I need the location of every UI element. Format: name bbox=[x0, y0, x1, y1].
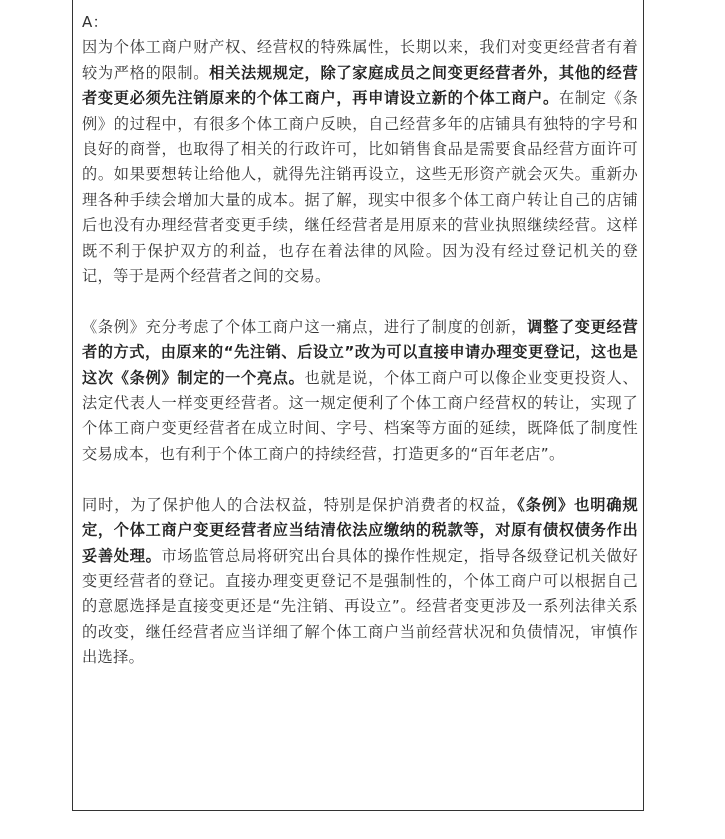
paragraph-3-text: 同时，为了保护他人的合法权益，特别是保护消费者的权益， bbox=[82, 495, 518, 514]
answer-content bbox=[82, 10, 638, 671]
paragraph-3 bbox=[82, 493, 638, 671]
paragraph-2 bbox=[82, 315, 638, 467]
paragraph-2-bold-text: 调整了变更经营者的方式，由原来的“先注销、后设立”改为可以直接申请办理变更登记，这也是这次《条例》制定的一个亮点。 bbox=[82, 317, 638, 387]
paragraph-3-bold-text: 《条例》也明确规定，个体工商户变更经营者应当结清依法应缴纳的税款等，对原有债权债务作出妥善处理。 bbox=[82, 495, 639, 565]
paragraph-3-text-cont: 市场监管总局将研究出台具体的操作性规定，指导各级登记机关做好变更经营者的登记。直接办理变更登记不是强制性的，个体工商户可以根据自己的意愿选择是直接变更还是“先注销、再设立”。经营者变更涉及一系列法律关系的改变，继任经营者应当详细了解个体工商户当前经营状况和负债情况，审慎作出选择。 bbox=[82, 546, 639, 667]
paragraph-2-text: 《条例》充分考虑了个体工商户这一痛点，进行了制度的创新， bbox=[82, 317, 528, 336]
paragraph-1-text-cont: 在制定《条例》的过程中，有很多个体工商户反映，自己经营多年的店铺具有独特的字号和良好的商誉，也取得了相关的行政许可，比如销售食品是需要食品经营方面许可的。如果要想转让给他人，就得先注销再设立，这些无形资产就会灭失。重新办理各种手续会增加大量的成本。据了解，现实中很多个体工商户转让自己的店铺后也没有办理经营者变更手续，继任经营者是用原来的营业执照继续经营。这样既不利于保护双方的利益，也存在着法律的风险。因为没有经过登记机关的登记，等于是两个经营者之间的交易。 bbox=[82, 89, 639, 286]
paragraph-1-text: 因为个体工商户财产权、经营权的特殊属性，长期以来，我们对变更经营者有着较为严格的限制。 bbox=[82, 38, 638, 82]
answer-label: A： bbox=[82, 13, 108, 31]
paragraph-1-bold-text: 相关法规规定，除了家庭成员之间变更经营者外，其他的经营者变更必须先注销原来的个体工商户，再申请设立新的个体工商户。 bbox=[82, 63, 638, 108]
paragraph-2-text-cont: 也就是说，个体工商户可以像企业变更投资人、法定代表人一样变更经营者。这一规定便利了个体工商户经营权的转让，实现了个体工商户变更经营者在成立时间、字号、档案等方面的延续，既降低了制度性交易成本，也有利于个体工商户的持续经营，打造更多的“百年老店”。 bbox=[82, 368, 638, 463]
paragraph-1 bbox=[82, 35, 638, 289]
